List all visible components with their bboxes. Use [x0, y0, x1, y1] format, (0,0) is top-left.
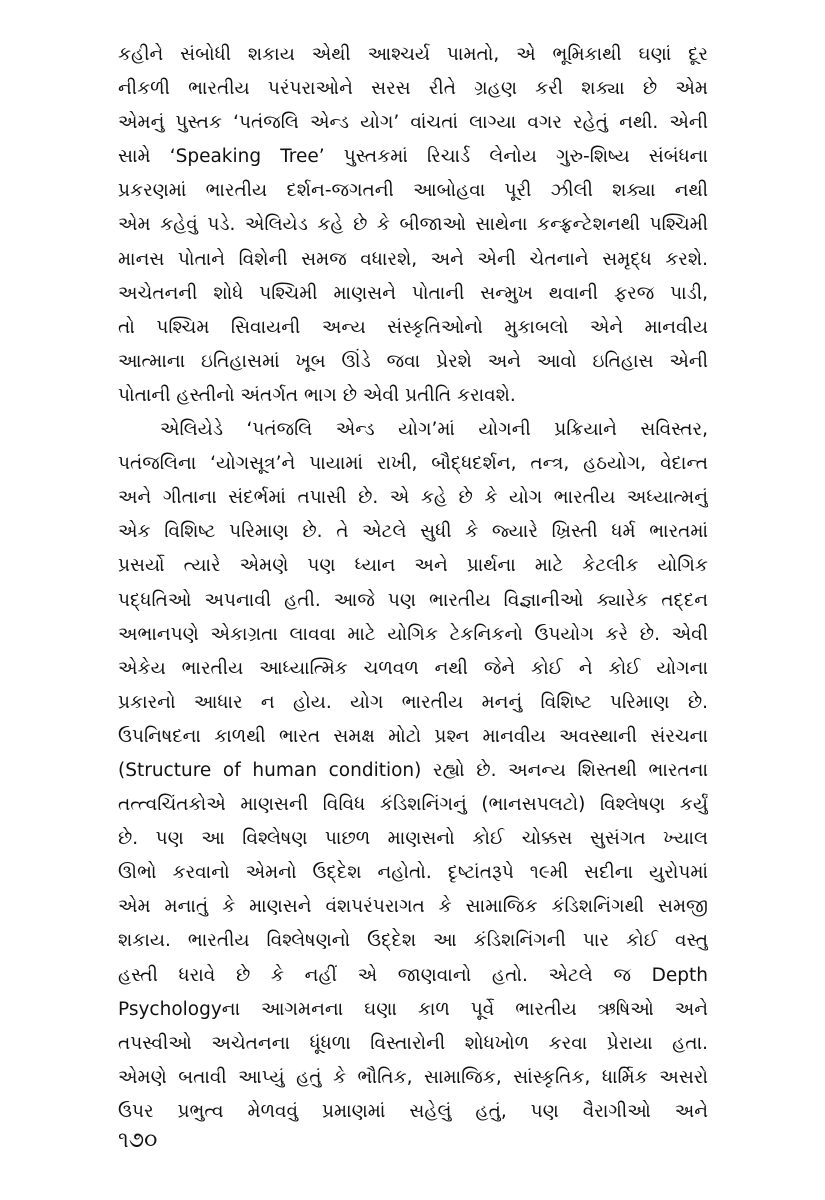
- text-line: એલિયેડે ‘પતંજલિ એન્ડ યોગ’માં યોગની પ્રક્રિયાને સવિસ્તર,: [160, 419, 708, 441]
- text-line: અભાનપણે એકાગ્રતા લાવવા માટે યોગિક ટેકનિકનો ઉપયોગ કરે છે. એવી: [118, 623, 708, 645]
- text-line: તપસ્વીઓ અચેતનના ધૂંધળા વિસ્તારોની શોધખોળ કરવા પ્રેરાયા હતા.: [118, 1032, 708, 1054]
- text-line: ઉપનિષદના કાળથી ભારત સમક્ષ મોટો પ્રશ્ન માનવીય અવસ્થાની સંરચના: [118, 725, 708, 747]
- text-line: શકાય. ભારતીય વિશ્લેષણનો ઉદ્દેશ આ કંડિશનિંગની પાર કોઈ વસ્તુ: [118, 930, 708, 952]
- text-line: ઉપર પ્રભુત્વ મેળવવું પ્રમાણમાં સહેલું હતું, પણ વૈરાગીઓ અને: [118, 1100, 708, 1122]
- text-line: અચેતનની શોધે પશ્ચિમી માણસને પોતાની સન્મુખ થવાની ફરજ પાડી,: [118, 282, 708, 304]
- text-line: તત્ત્વચિંતકોએ માણસની વિવિધ કંડિશનિંગનું (ભાનસપલટો) વિશ્લેષણ કર્યું: [118, 794, 708, 816]
- page-body: [118, 38, 708, 1129]
- text-line: નીકળી ભારતીય પરંપરાઓને સરસ રીતે ગ્રહણ કરી શક્યા છે એમ: [118, 78, 708, 100]
- text-line: સામે ‘Speaking Tree’ પુસ્તકમાં રિચાર્ડ લેનોય ગુરુ-શિષ્ય સંબંધના: [118, 146, 708, 168]
- text-line: પોતાની હસ્તીનો અંતર્ગત ભાગ છે એવી પ્રતીતિ કરાવશે.: [118, 384, 516, 406]
- text-line: પતંજલિના ‘યોગસૂત્ર’ને પાયામાં રાખી, બૌદ્ધદર્શન, તન્ત્ર, હઠયોગ, વેદાન્ત: [118, 453, 708, 475]
- text-line: પ્રસર્યો ત્યારે એમણે પણ ધ્યાન અને પ્રાર્થના માટે કેટલીક યોગિક: [118, 555, 708, 577]
- text-line: પ્રકરણમાં ભારતીય દર્શન-જગતની આબોહવા પૂરી ઝીલી શક્યા નથી: [118, 180, 708, 202]
- text-line: આત્માના ઇતિહાસમાં ખૂબ ઊંડે જવા પ્રેરશે અને આવો ઇતિહાસ એની: [118, 350, 708, 372]
- text-line: છે. પણ આ વિશ્લેષણ પાછળ માણસનો કોઈ ચોક્કસ સુસંગત ખ્યાલ: [118, 828, 708, 850]
- text-line: તો પશ્ચિમ સિવાયની અન્ય સંસ્કૃતિઓનો મુકાબલો એને માનવીય: [118, 316, 708, 338]
- text-line: એક વિશિષ્ટ પરિમાણ છે. તે એટલે સુધી કે જ્યારે ખ્રિસ્તી ધર્મ ભારતમાં: [118, 521, 708, 543]
- text-line: એમ મનાતું કે માણસને વંશપરંપરાગત કે સામાજિક કંડિશનિંગથી સમજી: [118, 896, 708, 918]
- text-line: અને ગીતાના સંદર્ભમાં તપાસી છે. એ કહે છે કે યોગ ભારતીય અધ્યાત્મનું: [118, 487, 708, 509]
- page-number: ૧૭૦: [118, 1128, 158, 1153]
- text-line: ઊભો કરવાનો એમનો ઉદ્દેશ નહોતો. દૃષ્ટાંતરૂપે ૧૯મી સદીના યુરોપમાં: [118, 862, 708, 884]
- text-line: એકેય ભારતીય આધ્યાત્મિક ચળવળ નથી જેને કોઈ ને કોઈ યોગના: [118, 657, 708, 679]
- text-line: એમનું પુસ્તક ‘પતંજલિ એન્ડ યોગ’ વાંચતાં લાગ્યા વગર રહેતું નથી. એની: [118, 112, 708, 134]
- text-line: એમણે બતાવી આપ્યું હતું કે ભૌતિક, સામાજિક, સાંસ્કૃતિક, ધાર્મિક અસરો: [118, 1066, 708, 1088]
- text-line: કહીને સંબોધી શકાય એથી આશ્ચર્ય પામતો, એ ભૂમિકાથી ઘણાં દૂર: [118, 44, 708, 65]
- text-line: પ્રકારનો આધાર ન હોય. યોગ ભારતીય મનનું વિશિષ્ટ પરિમાણ છે.: [118, 691, 708, 713]
- text-line: હસ્તી ધરાવે છે કે નહીં એ જાણવાનો હતો. એટલે જ Depth: [118, 964, 708, 986]
- text-line: માનસ પોતાને વિશેની સમજ વધારશે, અને એની ચેતનાને સમૃદ્ધ કરશે.: [118, 248, 708, 270]
- text-line: પદ્ધતિઓ અપનાવી હતી. આજે પણ ભારતીય વિજ્ઞાનીઓ ક્યારેક તદ્દન: [118, 589, 708, 611]
- text-line: એમ કહેવું પડે. એલિયેડ કહે છે કે બીજાઓ સાથેના કન્ફ્રન્ટેશનથી પશ્ચિમી: [118, 214, 708, 236]
- text-line: Psychologyના આગમનના ઘણા કાળ પૂર્વે ભારતીય ઋષિઓ અને: [118, 998, 708, 1020]
- text-line: (Structure of human condition) રહ્યો છે. અનન્ય શિસ્તથી ભારતના: [118, 759, 708, 781]
